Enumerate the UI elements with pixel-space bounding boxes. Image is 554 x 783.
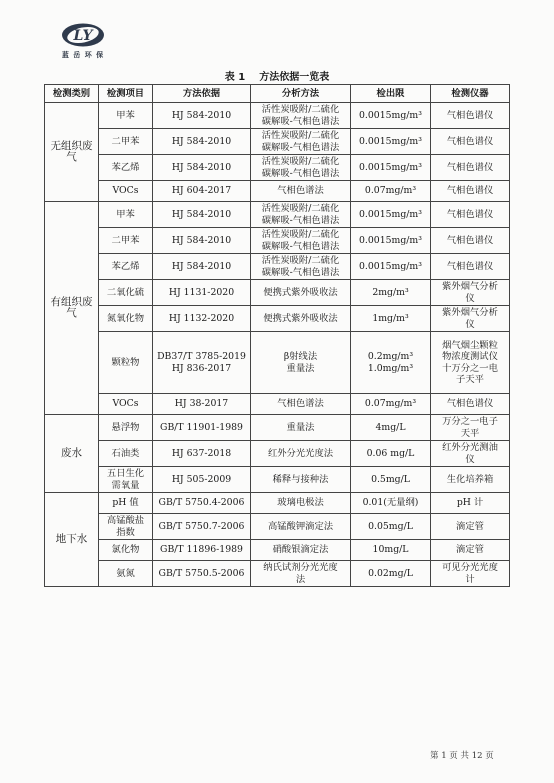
table-number: 表 1 xyxy=(224,72,246,83)
table-title-text: 方法依据一览表 xyxy=(259,72,330,83)
table-row xyxy=(45,155,510,181)
instrument-cell-line: 紫外烟气分析 xyxy=(442,281,498,292)
table-row xyxy=(45,181,510,202)
limit-cell: 2mg/m³ xyxy=(351,280,431,306)
table-row xyxy=(45,514,510,540)
basis-cell: GB/T 5750.5-2006 xyxy=(153,561,251,587)
method-cell-line: 活性炭吸附/二硫化 xyxy=(261,255,340,266)
basis-cell: DB37/T 3785-2019 HJ 836-2017 xyxy=(153,332,251,394)
instrument-cell xyxy=(431,493,510,514)
item-cell: 甲苯 xyxy=(99,103,153,129)
item-cell: 五日生化 需氧量 xyxy=(99,467,153,493)
instrument-cell xyxy=(431,103,510,129)
basis-cell: HJ 604-2017 xyxy=(153,181,251,202)
method-cell xyxy=(251,202,351,228)
instrument-cell xyxy=(431,280,510,306)
method-cell xyxy=(251,514,351,540)
limit-cell: 0.0015mg/m³ xyxy=(351,103,431,129)
instrument-cell-line: 紫外烟气分析 xyxy=(442,307,498,318)
item-cell: 氯化物 xyxy=(99,540,153,561)
basis-cell: HJ 584-2010 xyxy=(153,228,251,254)
instrument-cell-line: 可见分光光度 xyxy=(442,562,498,573)
instrument-cell-line: 气相色谱仪 xyxy=(446,398,494,410)
basis-cell: HJ 1132-2020 xyxy=(153,306,251,332)
table-row xyxy=(45,280,510,306)
column-header: 检出限 xyxy=(351,85,431,103)
instrument-cell-line: 气相色谱仪 xyxy=(446,109,494,121)
limit-cell: 0.05mg/L xyxy=(351,514,431,540)
method-cell-line: 碳解吸-气相色谱法 xyxy=(261,115,340,127)
instrument-cell-line: 仪 xyxy=(465,453,475,465)
method-cell-line: 玻璃电极法 xyxy=(277,497,324,509)
method-cell-line: 高锰酸钾滴定法 xyxy=(267,520,334,532)
instrument-cell-line: 气相色谱仪 xyxy=(446,185,494,197)
item-cell: 二甲苯 xyxy=(99,228,153,254)
basis-cell: GB/T 11901-1989 xyxy=(153,415,251,441)
method-cell xyxy=(251,540,351,561)
item-cell: VOCs xyxy=(99,181,153,202)
method-cell-line: 活性炭吸附/二硫化 xyxy=(261,130,340,141)
instrument-cell-line: 气相色谱仪 xyxy=(446,135,494,147)
method-cell-line: 红外分光光度法 xyxy=(267,447,334,459)
table-row xyxy=(45,103,510,129)
instrument-cell-line: 计 xyxy=(465,573,475,585)
limit-cell: 4mg/L xyxy=(351,415,431,441)
basis-cell: GB/T 5750.4-2006 xyxy=(153,493,251,514)
instrument-cell xyxy=(431,254,510,280)
method-cell-line: 活性炭吸附/二硫化 xyxy=(261,203,340,214)
column-header: 方法依据 xyxy=(153,85,251,103)
limit-cell: 0.0015mg/m³ xyxy=(351,254,431,280)
instrument-cell-line: 天平 xyxy=(460,427,480,439)
method-cell xyxy=(251,155,351,181)
basis-cell: HJ 584-2010 xyxy=(153,254,251,280)
basis-cell: GB/T 11896-1989 xyxy=(153,540,251,561)
instrument-cell xyxy=(431,467,510,493)
instrument-cell-line: 仪 xyxy=(465,292,475,304)
company-logo xyxy=(57,22,109,60)
item-cell: 颗粒物 xyxy=(99,332,153,394)
instrument-cell xyxy=(431,306,510,332)
method-cell-line: 活性炭吸附/二硫化 xyxy=(261,156,340,167)
basis-cell: HJ 584-2010 xyxy=(153,202,251,228)
limit-cell: 0.06 mg/L xyxy=(351,441,431,467)
method-basis-table xyxy=(44,84,510,587)
column-header: 检测仪器 xyxy=(431,85,510,103)
table-row xyxy=(45,228,510,254)
method-cell-line: 碳解吸-气相色谱法 xyxy=(261,240,340,252)
instrument-cell-line: 滴定管 xyxy=(456,520,484,532)
table-row xyxy=(45,202,510,228)
item-cell: 石油类 xyxy=(99,441,153,467)
table-row xyxy=(45,467,510,493)
method-cell xyxy=(251,254,351,280)
method-cell xyxy=(251,181,351,202)
method-cell xyxy=(251,415,351,441)
method-cell-line: β射线法 xyxy=(283,351,318,362)
table-row xyxy=(45,561,510,587)
item-cell: VOCs xyxy=(99,394,153,415)
table-header-row xyxy=(45,85,510,103)
instrument-cell xyxy=(431,332,510,394)
instrument-cell-line: 万分之一电子 xyxy=(442,416,498,427)
method-cell xyxy=(251,306,351,332)
method-cell xyxy=(251,394,351,415)
instrument-cell xyxy=(431,228,510,254)
table-row xyxy=(45,415,510,441)
method-cell-line: 碳解吸-气相色谱法 xyxy=(261,266,340,278)
method-cell-line: 碳解吸-气相色谱法 xyxy=(261,141,340,153)
logo-text: 蓝 岳 环 保 xyxy=(61,51,105,59)
instrument-cell xyxy=(431,514,510,540)
instrument-cell xyxy=(431,129,510,155)
column-header: 分析方法 xyxy=(251,85,351,103)
item-cell: 二甲苯 xyxy=(99,129,153,155)
instrument-cell xyxy=(431,415,510,441)
instrument-cell-line: pH 计 xyxy=(456,497,484,509)
limit-cell: 0.2mg/m³ 1.0mg/m³ xyxy=(351,332,431,394)
item-cell: 高锰酸盐 指数 xyxy=(99,514,153,540)
limit-cell: 0.0015mg/m³ xyxy=(351,155,431,181)
basis-cell: HJ 505-2009 xyxy=(153,467,251,493)
basis-cell: HJ 1131-2020 xyxy=(153,280,251,306)
basis-cell: HJ 637-2018 xyxy=(153,441,251,467)
method-cell-line: 气相色谱法 xyxy=(277,398,324,410)
item-cell: pH 值 xyxy=(99,493,153,514)
instrument-cell-line: 物浓度测试仪 xyxy=(442,351,498,362)
method-cell-line: 气相色谱法 xyxy=(277,185,324,197)
category-cell: 有组织废气 xyxy=(45,202,99,415)
basis-cell: HJ 38-2017 xyxy=(153,394,251,415)
method-cell-line: 重量法 xyxy=(286,362,315,374)
instrument-cell xyxy=(431,561,510,587)
limit-cell: 0.01(无量纲) xyxy=(351,493,431,514)
category-cell: 无组织废气 xyxy=(45,103,99,202)
instrument-cell-line: 红外分光测油 xyxy=(442,442,498,453)
category-cell: 地下水 xyxy=(45,493,99,587)
method-cell-line: 硝酸银滴定法 xyxy=(272,544,329,556)
basis-cell: GB/T 5750.7-2006 xyxy=(153,514,251,540)
instrument-cell-line: 气相色谱仪 xyxy=(446,161,494,173)
limit-cell: 0.07mg/m³ xyxy=(351,181,431,202)
instrument-cell-line: 烟气烟尘颗粒 xyxy=(442,339,498,351)
column-header: 检测项目 xyxy=(99,85,153,103)
method-cell-line: 稀释与接种法 xyxy=(272,473,329,485)
method-cell xyxy=(251,228,351,254)
instrument-cell xyxy=(431,540,510,561)
limit-cell: 0.07mg/m³ xyxy=(351,394,431,415)
category-cell: 废水 xyxy=(45,415,99,493)
item-cell: 悬浮物 xyxy=(99,415,153,441)
instrument-cell xyxy=(431,155,510,181)
method-cell xyxy=(251,103,351,129)
basis-cell: HJ 584-2010 xyxy=(153,103,251,129)
method-cell xyxy=(251,441,351,467)
method-cell-line: 纳氏试剂分光光度 xyxy=(263,562,338,573)
method-cell xyxy=(251,467,351,493)
limit-cell: 0.0015mg/m³ xyxy=(351,202,431,228)
method-cell-line: 碳解吸-气相色谱法 xyxy=(261,214,340,226)
limit-cell: 0.0015mg/m³ xyxy=(351,228,431,254)
table-body xyxy=(45,103,510,587)
instrument-cell-line: 气相色谱仪 xyxy=(446,234,494,246)
limit-cell: 0.5mg/L xyxy=(351,467,431,493)
method-cell-line: 便携式紫外吸收法 xyxy=(263,312,338,324)
limit-cell: 10mg/L xyxy=(351,540,431,561)
limit-cell: 1mg/m³ xyxy=(351,306,431,332)
method-cell-line: 活性炭吸附/二硫化 xyxy=(261,104,340,115)
method-cell-line: 法 xyxy=(295,573,306,585)
limit-cell: 0.0015mg/m³ xyxy=(351,129,431,155)
method-cell xyxy=(251,561,351,587)
item-cell: 氨氮 xyxy=(99,561,153,587)
instrument-cell-line: 滴定管 xyxy=(456,544,484,556)
table-row xyxy=(45,306,510,332)
item-cell: 二氧化硫 xyxy=(99,280,153,306)
item-cell: 苯乙烯 xyxy=(99,254,153,280)
table-row xyxy=(45,540,510,561)
item-cell: 甲苯 xyxy=(99,202,153,228)
instrument-cell xyxy=(431,202,510,228)
table-row xyxy=(45,129,510,155)
method-cell xyxy=(251,280,351,306)
instrument-cell-line: 子天平 xyxy=(456,374,484,385)
table-title xyxy=(0,68,554,83)
instrument-cell-line: 生化培养箱 xyxy=(446,473,494,485)
table-row xyxy=(45,441,510,467)
method-cell-line: 碳解吸-气相色谱法 xyxy=(261,167,340,179)
column-header: 检测类别 xyxy=(45,85,99,103)
table-row xyxy=(45,332,510,394)
instrument-cell-line: 仪 xyxy=(465,318,475,330)
limit-cell: 0.02mg/L xyxy=(351,561,431,587)
item-cell: 氮氧化物 xyxy=(99,306,153,332)
method-cell-line: 活性炭吸附/二硫化 xyxy=(261,229,340,240)
method-cell-line: 重量法 xyxy=(286,421,315,433)
instrument-cell xyxy=(431,181,510,202)
instrument-cell-line: 气相色谱仪 xyxy=(446,208,494,220)
instrument-cell-line: 十万分之一电 xyxy=(442,362,498,374)
instrument-cell xyxy=(431,394,510,415)
item-cell: 苯乙烯 xyxy=(99,155,153,181)
svg-text:LY: LY xyxy=(73,28,93,44)
method-cell xyxy=(251,332,351,394)
ly-logo-icon xyxy=(60,22,106,48)
table-row xyxy=(45,394,510,415)
method-cell-line: 便携式紫外吸收法 xyxy=(263,286,338,298)
page-number: 第 1 页 共 12 页 xyxy=(430,751,494,761)
method-cell xyxy=(251,129,351,155)
method-cell xyxy=(251,493,351,514)
basis-cell: HJ 584-2010 xyxy=(153,129,251,155)
instrument-cell-line: 气相色谱仪 xyxy=(446,260,494,272)
table-row xyxy=(45,493,510,514)
table-row xyxy=(45,254,510,280)
basis-cell: HJ 584-2010 xyxy=(153,155,251,181)
instrument-cell xyxy=(431,441,510,467)
